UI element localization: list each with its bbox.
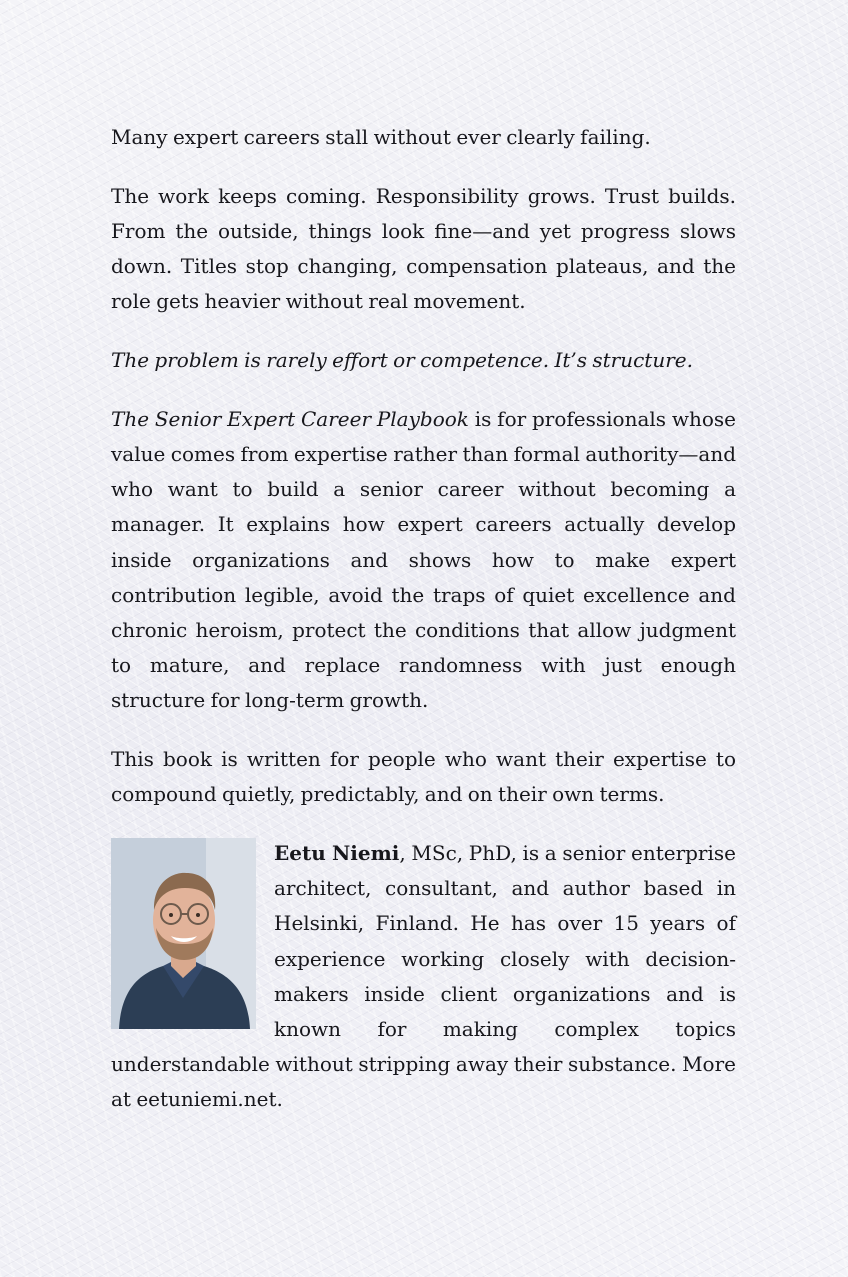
intro-paragraph: Many expert careers stall without ever clearly failing. bbox=[111, 125, 651, 149]
book-title: The Senior Expert Career Playbook bbox=[111, 406, 469, 431]
back-cover-text bbox=[111, 120, 736, 1141]
thesis-paragraph: The problem is rarely effort or competence. It’s structure. bbox=[111, 348, 693, 373]
author-portrait-icon bbox=[111, 838, 256, 1029]
author-photo bbox=[111, 838, 256, 1029]
description-paragraph bbox=[111, 402, 736, 719]
author-description: , MSc, PhD, is a senior enterprise architect, consultant, and author based in Helsinki, Finland. He has over 15 years of experience working closely with decision-makers inside client organizations and is known for making complex topics understandable without stripping away their substance. More at eetuniemi.net. bbox=[111, 840, 736, 1112]
audience-paragraph: This book is written for people who want their expertise to compound quietly, predictably, and on their own terms. bbox=[111, 747, 736, 807]
context-paragraph: The work keeps coming. Responsibility grows. Trust builds. From the outside, things look fine—and yet progress slows down. Titles stop changing, compensation plateaus, and the role gets heavier without real movement. bbox=[111, 183, 736, 314]
author-bio bbox=[111, 836, 736, 1118]
author-name: Eetu Niemi bbox=[274, 840, 400, 865]
description-text: is for professionals whose value comes from expertise rather than formal authority—and who want to build a senior career without becoming a manager. It explains how expert careers actually develop inside organizations and shows how to make expert contribution legible, avoid the traps of quiet excellence and chronic heroism, protect the conditions that allow judgment to mature, and replace randomness with just enough structure for long-term growth. bbox=[111, 406, 736, 713]
